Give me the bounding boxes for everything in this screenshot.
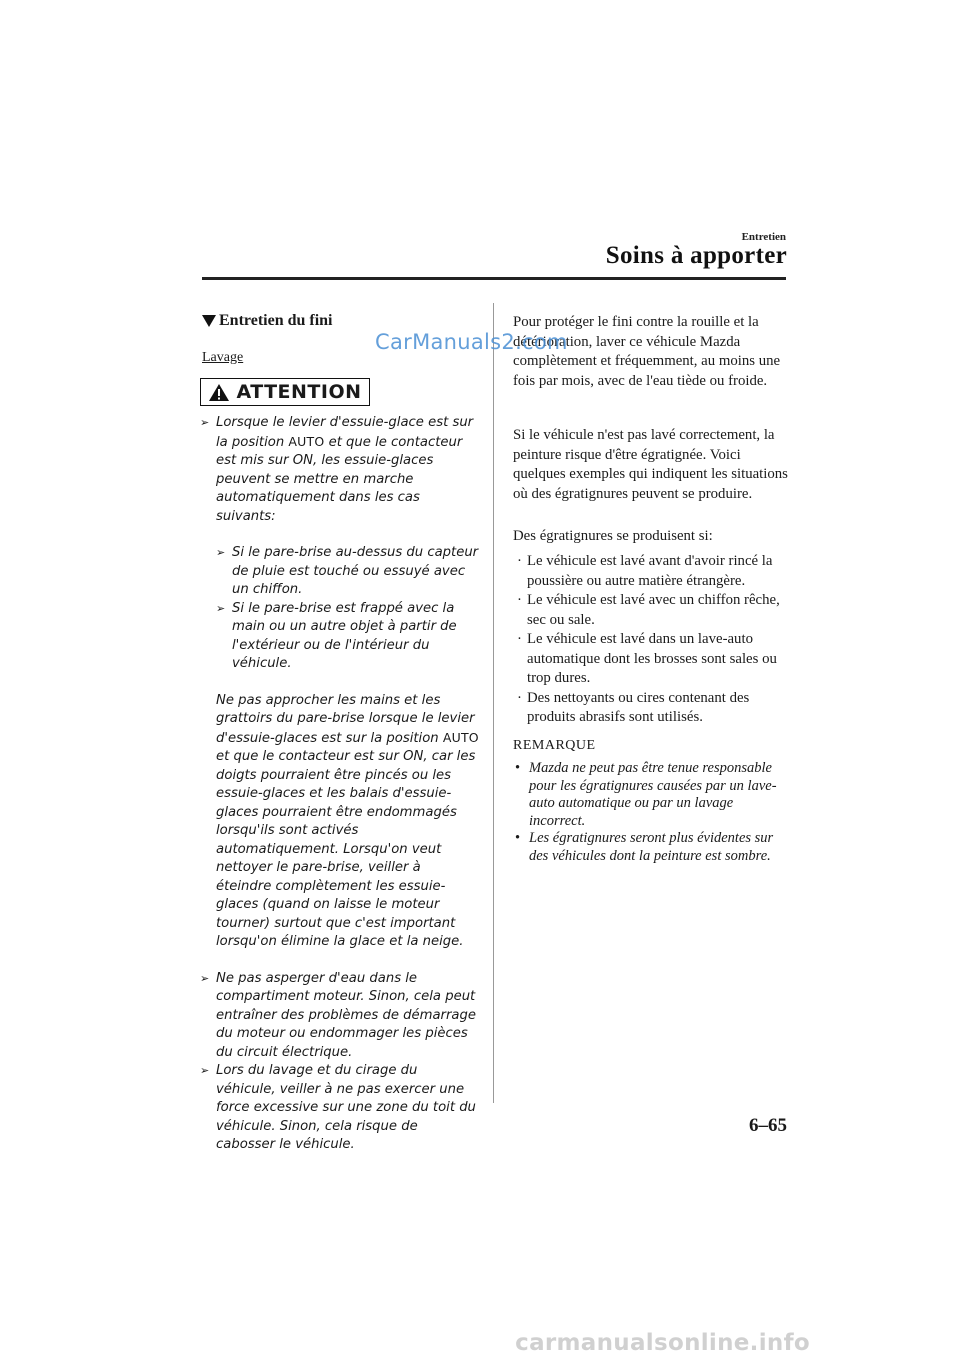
list-item: · Des nettoyants ou cires contenant des produits abrasifs sont utilisés.: [517, 689, 750, 725]
warning-items-2: [200, 970, 480, 1155]
auto-label: AUTO: [442, 729, 479, 745]
remarque-list: [513, 760, 788, 865]
scratch-list: [513, 552, 788, 728]
section-title: [202, 312, 333, 330]
header-title: Soins à apporter: [605, 242, 787, 269]
remarque-title: REMARQUE: [513, 738, 596, 753]
warning-item: ➢ Lorsque le levier d'essuie-glace est sur la position AUTO et que le contacteur est mis sur ON, les essuie-glaces peuvent se mettre en marche automatiquement dans les cas suivants:: [200, 415, 474, 524]
warning-box: [200, 378, 370, 406]
footer-watermark-link[interactable]: carmanualsonline.info: [515, 1330, 810, 1356]
warning-paragraph: Ne pas approcher les mains et les grattoirs du pare-brise lorsque le levier d'essuie-glaces est sur la position AUTO et que le contacteur est sur ON, car les doigts pourraient être pincés ou les essuie-glaces et les balais d'essuie-glaces pourraient être endommagés lorsqu'ils sont activés automatiquement. Lorsqu'on veut nettoyer le pare-brise, veiller à éteindre complètement les essuie-glaces (quand on laisse le moteur tourner) surtout que c'est important lorsqu'on élimine la glace et la neige.: [216, 692, 479, 949]
right-paragraph-1: Pour protéger le fini contre la rouille et la détérioration, laver ce véhicule Mazda complètement et fréquemment, au moins une fois par mois, avec de l'eau tiède ou froide.: [513, 314, 781, 389]
warning-item: ➢ Ne pas asperger d'eau dans le compartiment moteur. Sinon, cela peut entraîner des problèmes de démarrage du moteur ou endommager les pièces du circuit électrique.: [200, 970, 476, 1060]
warning-label: ATTENTION: [236, 381, 362, 403]
arrow-bullet-icon: ➢: [200, 971, 210, 985]
remarque-item: • Mazda ne peut pas être tenue responsable pour les égratignures causées par un lave-auto automatique ou par un lavage incorrect.: [515, 760, 777, 829]
triangle-down-icon: [202, 315, 216, 327]
list-item: · Le véhicule est lavé dans un lave-auto automatique dont les brosses sont sales ou trop dures.: [517, 631, 777, 686]
warning-content: [200, 414, 480, 1155]
arrow-bullet-icon: ➢: [216, 601, 226, 615]
column-divider: [493, 303, 494, 1103]
arrow-bullet-icon: ➢: [200, 1064, 210, 1077]
header-section-label: Entretien: [741, 231, 786, 243]
sub-items: [200, 544, 480, 674]
auto-label: AUTO: [288, 433, 325, 449]
header-rule: [202, 277, 786, 280]
remarque-item: • Les égratignures seront plus évidentes sur des véhicules dont la peinture est sombre.: [515, 830, 774, 864]
right-paragraph-3: Des égratignures se produisent si:: [513, 528, 713, 544]
warning-triangle-icon: [208, 383, 230, 402]
arrow-bullet-icon: ➢: [200, 416, 210, 429]
watermark-link[interactable]: CarManuals2.com: [375, 330, 568, 354]
page-number: 6–65: [749, 1115, 787, 1136]
arrow-bullet-icon: ➢: [216, 546, 226, 559]
list-item: · Le véhicule est lavé avant d'avoir rincé la poussière ou autre matière étrangère.: [517, 553, 773, 589]
subsection-title: Lavage: [202, 350, 244, 365]
list-item: · Le véhicule est lavé avec un chiffon rêche, sec ou sale.: [517, 592, 780, 628]
section-title-text: Entretien du fini: [219, 312, 333, 329]
warning-item: ➢ Lors du lavage et du cirage du véhicule, veiller à ne pas exercer une force excessive sur une zone du toit du véhicule. Sinon, cela risque de cabosser le véhicule.: [200, 1063, 476, 1152]
sub-item: ➢ Si le pare-brise au-dessus du capteur de pluie est touché ou essuyé avec un chiffon.: [216, 545, 479, 597]
sub-item: ➢ Si le pare-brise est frappé avec la main ou un autre objet à partir de l'extérieur ou de l'intérieur du véhicule.: [216, 600, 457, 671]
right-paragraph-2: Si le véhicule n'est pas lavé correctement, la peinture risque d'être égratignée. Voici quelques exemples qui indiquent les situations où des égratignures peuvent se produire.: [513, 427, 788, 502]
